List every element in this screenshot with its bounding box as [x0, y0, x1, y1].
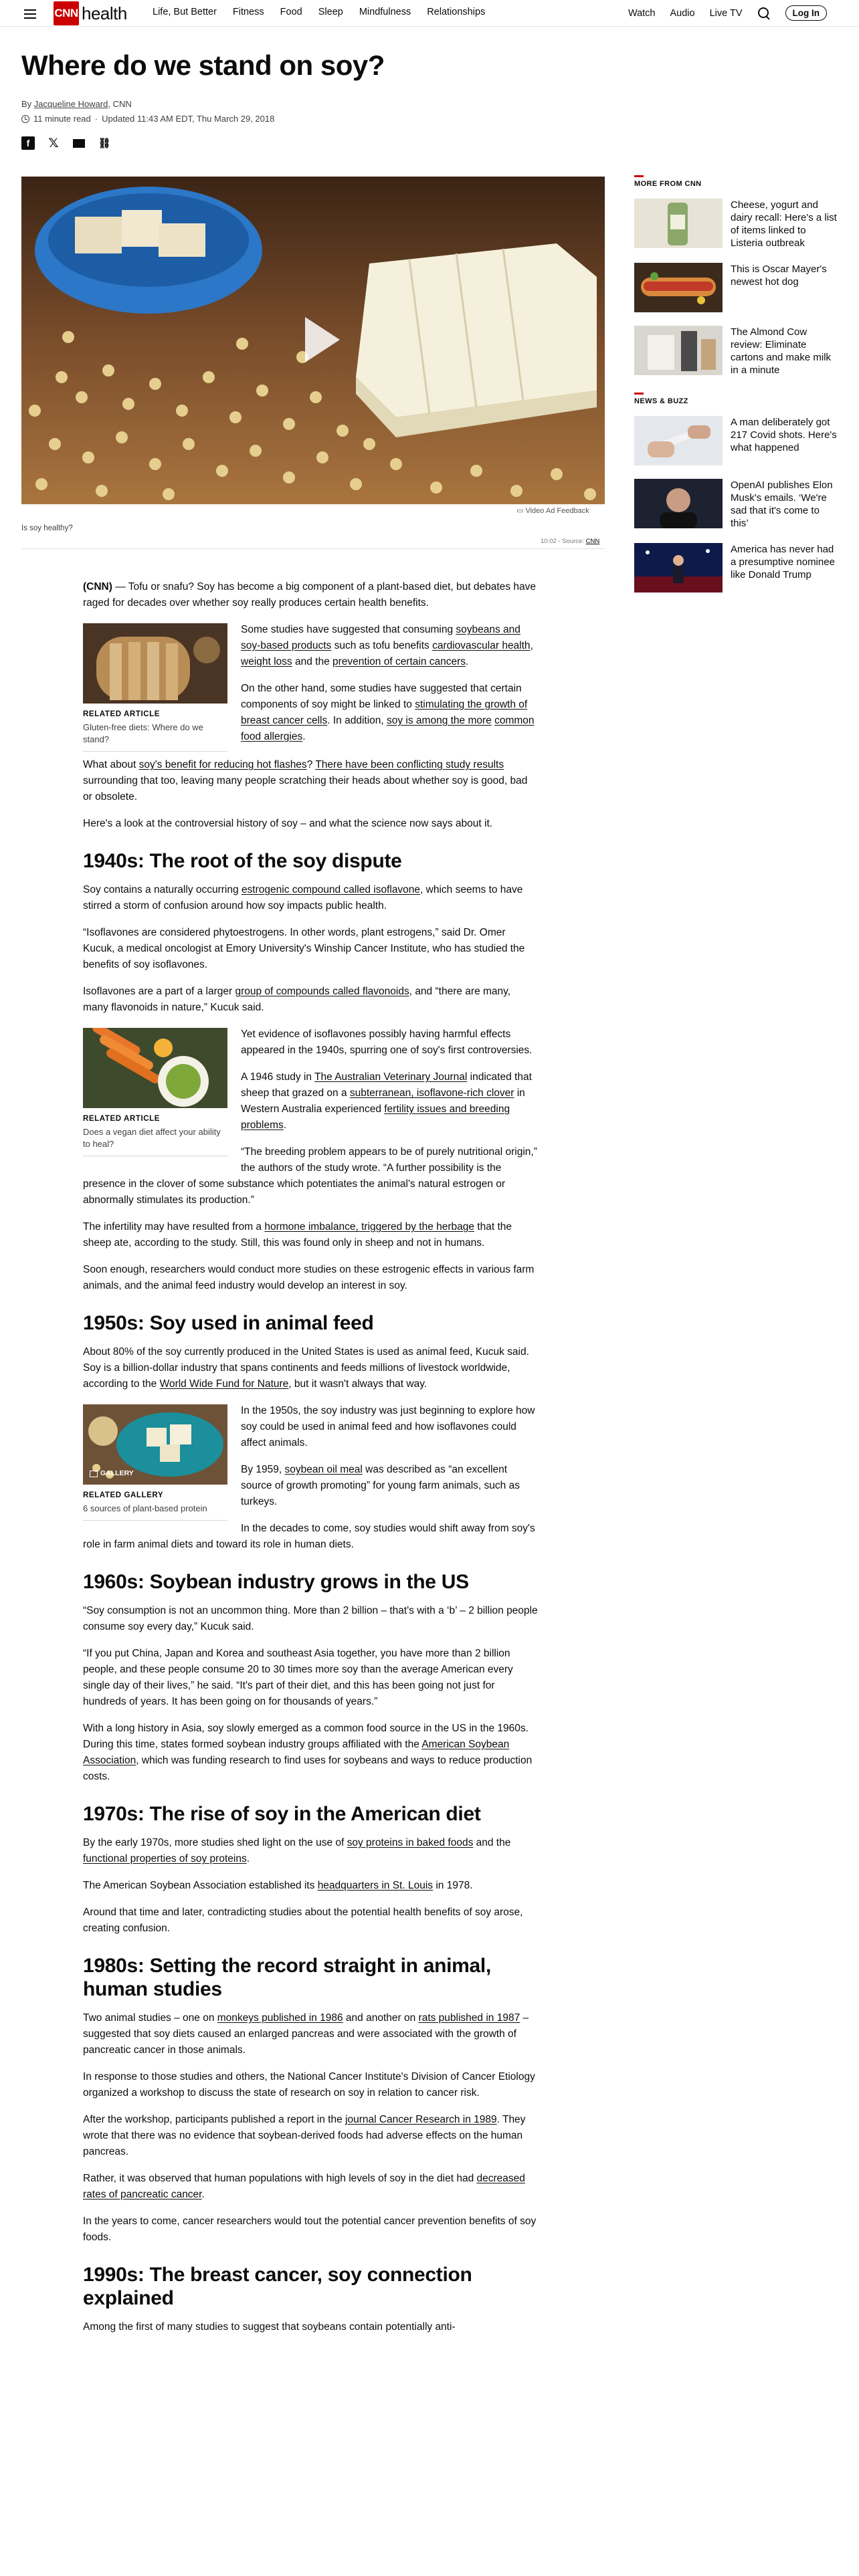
rail-accent	[634, 393, 644, 395]
updated-timestamp: Updated 11:43 AM EDT, Thu March 29, 2018	[102, 114, 275, 124]
paragraph-text: and the	[473, 1837, 511, 1848]
watch-link[interactable]: Watch	[628, 7, 656, 19]
inline-link[interactable]: monkeys published in 1986	[217, 2012, 343, 2024]
paragraph-text: and another on	[343, 2012, 419, 2024]
inline-link[interactable]: prevention of certain cancers	[332, 656, 466, 667]
rail-item-image[interactable]	[634, 543, 723, 593]
related-article-card[interactable]	[83, 1028, 227, 1156]
header-actions	[628, 5, 827, 21]
paragraph	[83, 1878, 538, 1894]
paragraph-text: With a long history in Asia, soy slowly emerged as a common food source in the US in the 1960s. During this time, states formed soybean industry groups affiliated with the	[83, 1723, 529, 1750]
inline-link[interactable]: soy is among the more	[387, 715, 492, 726]
inline-link[interactable]: estrogenic compound called isoflavone	[241, 884, 421, 895]
related-block	[83, 622, 538, 757]
video-source-prefix: - Source:	[556, 538, 586, 545]
paragraph: “If you put China, Japan and Korea and southeast Asia together, you have more than 2 billion people, and these people consume 20 to 30 times more soy than the average American every single day of their lives,” he said. “It's part of their diet, and this has been going not just for hundreds of years. It has been going on for thousands of years.”	[83, 1648, 513, 1707]
inline-link[interactable]: common food allergies	[241, 715, 535, 742]
paragraph: In the decades to come, soy studies would shift away from soy's role in farm animal diets and toward its role in human diets.	[83, 1523, 535, 1550]
inline-link[interactable]: soy proteins in baked foods	[347, 1837, 474, 1848]
video-caption: Is soy healthy?	[21, 524, 73, 532]
paragraph: “The breeding problem appears to be of purely nutritional origin,” the authors of the study wrote. “A further possibility is the presence in the clover of some substance which potentiates the animal's natural estrogen or abnormally stimulates its production.”	[83, 1146, 537, 1206]
rail-item[interactable]	[634, 199, 838, 249]
video-player[interactable]	[21, 177, 605, 504]
paragraph-text: Two animal studies – one on	[83, 2012, 217, 2024]
inline-link[interactable]: weight loss	[241, 656, 292, 667]
paragraph-text: ?	[306, 759, 316, 770]
paragraph: “Soy consumption is not an uncommon thing. More than 2 billion – that's with a ‘b’ – 2 billion people consume soy every day,” Kucuk said.	[83, 1605, 538, 1632]
inline-link[interactable]: fertility issues and breeding problems	[241, 1103, 510, 1131]
inline-link[interactable]: American Soybean Association	[83, 1739, 510, 1766]
share-bar	[21, 136, 111, 150]
rail-accent	[634, 175, 644, 177]
paragraph-text: On the other hand, some studies have suggested that certain components of soy might be linked to	[241, 683, 522, 710]
paragraph-text: . In addition,	[327, 715, 387, 726]
paragraph-text: About 80% of the soy currently produced in the United States is used as animal feed, Kucuk said. Soy is a billion-dollar industry that spans continents and feeds millions of livestock worldwide, according to the	[83, 1346, 529, 1390]
paragraph-text: .	[201, 2189, 205, 2200]
inline-link[interactable]: decreased rates of pancreatic cancer	[83, 2173, 525, 2200]
nav-item-food[interactable]: Food	[280, 7, 302, 17]
paragraph: In the 1950s, the soy industry was just beginning to explore how soy could be used in animal feed and how isoflavones could affect animals.	[241, 1405, 535, 1448]
live-tv-link[interactable]: Live TV	[709, 7, 743, 19]
paragraph-text: indicated that sheep that grazed on a	[241, 1071, 532, 1099]
paragraph	[83, 2112, 538, 2160]
paragraph-text: surrounding that too, leaving many people scratching their heads about whether soy is good, bad or obsolete.	[83, 775, 528, 802]
paragraph-text: , and “there are many, many flavonoids in nature,” Kucuk said.	[83, 986, 511, 1013]
rail-item[interactable]	[634, 416, 838, 465]
nav-item-mindfulness[interactable]: Mindfulness	[359, 7, 411, 17]
paragraph-text: .	[466, 656, 469, 667]
rail-item[interactable]	[634, 543, 838, 593]
gallery-tag-label: GALLERY	[100, 1469, 134, 1477]
paragraph-text: Some studies have suggested that consuming	[241, 624, 456, 635]
rail-item[interactable]	[634, 479, 838, 530]
related-article-card[interactable]	[83, 623, 227, 752]
paragraph-text: .	[246, 1853, 250, 1864]
paragraph-text: , which was funding research to find uses for soybeans and ways to reduce production costs.	[83, 1755, 533, 1782]
paragraph-text: A 1946 study in	[241, 1071, 315, 1083]
link-icon[interactable]: ⛓	[98, 137, 111, 149]
paragraph-text: .	[283, 1119, 287, 1131]
paragraph-text: .	[302, 731, 306, 742]
paragraph-text: ,	[530, 640, 533, 651]
inline-link[interactable]: headquarters in St. Louis	[317, 1880, 434, 1891]
divider	[21, 548, 605, 549]
paragraph-text: in Western Australia experienced	[241, 1087, 525, 1115]
rail-item-image[interactable]	[634, 263, 723, 312]
paragraph-text: Soy contains a naturally occurring	[83, 884, 242, 895]
paragraph-text: that the sheep ate, according to the study. Still, this was found only in sheep and not in humans.	[83, 1221, 512, 1249]
inline-link[interactable]: rats published in 1987	[418, 2012, 520, 2024]
section-name[interactable]: health	[82, 3, 127, 23]
inline-link[interactable]: stimulating the growth of breast cancer cells	[241, 699, 528, 726]
rail-item-image[interactable]	[634, 199, 723, 248]
video-duration: 10:02	[541, 538, 557, 545]
nav-item-fitness[interactable]: Fitness	[232, 7, 264, 17]
inline-link[interactable]: cardiovascular health	[432, 640, 531, 651]
page-title: Where do we stand on soy?	[21, 49, 385, 81]
rail-item-title[interactable]: Cheese, yogurt and dairy recall: Here's a list of items linked to Listeria outbreak	[731, 199, 837, 249]
section-nav	[153, 7, 485, 17]
nav-item-relationships[interactable]: Relationships	[427, 7, 486, 17]
cnn-logo[interactable]: CNN	[54, 1, 79, 25]
paragraph-text: in 1978.	[433, 1880, 473, 1891]
play-icon[interactable]	[305, 317, 340, 362]
inline-link[interactable]: soybean oil meal	[284, 1464, 363, 1475]
rail-item-title[interactable]: OpenAI publishes Elon Musk's emails. ‘We're sad that it's come to this’	[731, 479, 833, 529]
audio-link[interactable]: Audio	[670, 7, 695, 19]
paragraph-text: – suggested that soy diets caused an enlarged pancreas and were associated with the growth of pancreatic cancer in those animals.	[83, 2012, 529, 2056]
gallery-tag	[90, 1468, 134, 1479]
related-title[interactable]: Does a vegan diet affect your ability to heal?	[83, 1126, 227, 1156]
paragraph-text: Rather, it was observed that human populations with high levels of soy in the diet had	[83, 2173, 477, 2184]
rail-item-title[interactable]: America has never had a presumptive nominee like Donald Trump	[731, 544, 835, 580]
related-title[interactable]: 6 sources of plant-based protein	[83, 1503, 227, 1521]
paragraph	[83, 579, 538, 611]
paragraph	[83, 882, 538, 914]
paragraph: “Isoflavones are considered phytoestrogens. In other words, plant estrogens,” said Dr. Omer Kucuk, a medical oncologist at Emory University's Winship Cancer Institute, who has studied the benefits of soy isoflavones.	[83, 927, 525, 970]
rail-item-image[interactable]	[634, 326, 723, 375]
paragraph-text: , which seems to have stirred a storm of confusion around how soy impacts public health.	[83, 884, 523, 911]
section-heading-1960s: 1960s: Soybean industry grows in the US	[83, 1571, 469, 1593]
inline-link[interactable]: group of compounds called flavonoids	[235, 986, 409, 997]
section-heading-1980s: 1980s: Setting the record straight in animal, human studies	[83, 1955, 491, 2000]
paragraph-text: was described as “an excellent source of growth promoting” for young farm animals, such as turkeys.	[241, 1464, 520, 1507]
paragraph	[83, 2171, 538, 2203]
paragraph	[83, 2010, 538, 2058]
article-meta	[21, 114, 274, 124]
rail-item-title[interactable]: The Almond Cow review: Eliminate cartons and make milk in a minute	[731, 326, 832, 376]
author-link[interactable]: Jacqueline Howard	[33, 99, 108, 109]
paragraph-text: What about	[83, 759, 139, 770]
rail-item[interactable]	[634, 263, 838, 312]
video-source-link[interactable]: CNN	[585, 538, 600, 545]
paragraph: Yet evidence of isoflavones possibly having harmful effects appeared in the 1940s, spurring one of soy's first controversies.	[241, 1029, 533, 1056]
right-rail	[634, 175, 838, 606]
paragraph-text: and the	[292, 656, 333, 667]
paragraph: Around that time and later, contradicting studies about the potential health benefits of soy arose, creating confusion.	[83, 1907, 523, 1934]
paragraph: Here's a look at the controversial history of soy – and what the science now says about it.	[83, 818, 493, 829]
paragraph: In response to those studies and others, the National Cancer Institute's Division of Cancer Etiology organized a workshop to discuss the state of research on soy in relation to cancer risk.	[83, 2071, 535, 2099]
news-and-buzz-title: NEWS & BUZZ	[634, 397, 688, 405]
paragraph-text: — Tofu or snafu? Soy has become a big component of a plant-based diet, but debates have raged for decades over whether soy really produces certain health benefits.	[83, 581, 536, 609]
inline-link[interactable]: The Australian Veterinary Journal	[314, 1071, 468, 1083]
nav-item-sleep[interactable]: Sleep	[318, 7, 343, 17]
menu-icon[interactable]	[24, 7, 36, 20]
paragraph-text: , but it wasn't always that way.	[288, 1378, 427, 1390]
rail-item-image[interactable]	[634, 416, 723, 465]
facebook-icon[interactable]: f	[21, 136, 35, 150]
section-heading-1950s: 1950s: Soy used in animal feed	[83, 1312, 374, 1334]
related-title[interactable]: Gluten-free diets: Where do we stand?	[83, 722, 227, 752]
video-source	[541, 538, 599, 545]
inline-link[interactable]: journal Cancer Research in 1989	[345, 2114, 497, 2125]
inline-link[interactable]: hormone imbalance, triggered by the herbage	[264, 1221, 474, 1232]
section-heading-1970s: 1970s: The rise of soy in the American diet	[83, 1803, 481, 1825]
byline-prefix: By	[21, 99, 34, 109]
inline-link[interactable]: World Wide Fund for Nature	[159, 1378, 289, 1390]
inline-link[interactable]: subterranean, isoflavone-rich clover	[349, 1087, 514, 1099]
paragraph	[83, 1344, 538, 1392]
related-gallery-image[interactable]	[83, 1404, 227, 1485]
login-button[interactable]: Log In	[785, 5, 828, 21]
related-label: RELATED ARTICLE	[83, 710, 161, 718]
video-ad-feedback-label[interactable]: Video Ad Feedback	[525, 507, 589, 515]
x-icon[interactable]: 𝕏	[48, 136, 59, 150]
inline-link[interactable]: soy's benefit for reducing hot flashes	[138, 759, 307, 770]
cnn-health-logo[interactable]	[54, 1, 127, 25]
paragraph: Soon enough, researchers would conduct more studies on these estrogenic effects in various farm animals, and the animal feed industry would develop an interest in soy.	[83, 1264, 535, 1291]
paragraph	[83, 1721, 538, 1785]
inline-link[interactable]: soybeans and soy-based products	[241, 624, 520, 651]
related-label: RELATED ARTICLE	[83, 1115, 161, 1123]
byline-outlet: , CNN	[108, 99, 132, 109]
inline-link[interactable]: functional properties of soy proteins	[83, 1853, 247, 1864]
related-label: RELATED GALLERY	[83, 1491, 164, 1499]
dateline: (CNN)	[83, 581, 112, 593]
paragraph: Among the first of many studies to suggest that soybeans contain potentially anti-	[83, 2321, 456, 2333]
nav-item-life-but-better[interactable]: Life, But Better	[153, 7, 217, 17]
email-icon[interactable]	[72, 136, 86, 150]
related-article-image[interactable]	[83, 1028, 227, 1108]
rail-item[interactable]	[634, 326, 838, 377]
paragraph-text: By 1959,	[241, 1464, 285, 1475]
related-gallery-card[interactable]	[83, 1404, 227, 1521]
clock-icon	[21, 115, 29, 123]
read-time: 11 minute read	[33, 114, 91, 124]
paragraph-text: such as tofu benefits	[331, 640, 433, 651]
paragraph	[83, 1219, 538, 1251]
feedback-icon: ▭	[516, 507, 524, 515]
rail-item-image[interactable]	[634, 479, 723, 528]
rail-item-title[interactable]: This is Oscar Mayer's newest hot dog	[731, 263, 827, 288]
related-article-image[interactable]	[83, 623, 227, 704]
search-icon[interactable]	[757, 7, 771, 20]
paragraph-text: Isoflavones are a part of a larger	[83, 986, 235, 997]
byline	[21, 99, 132, 109]
paragraph-text: . They wrote that there was no evidence that soybean-derived foods had adverse effects on the human pancreas.	[83, 2114, 526, 2157]
meta-separator: ·	[94, 114, 98, 124]
news-and-buzz-section	[634, 393, 838, 593]
paragraph-text: By the early 1970s, more studies shed light on the use of	[83, 1837, 347, 1848]
gallery-icon	[90, 1471, 98, 1477]
article-body	[83, 579, 538, 2346]
top-nav-bar	[0, 0, 859, 27]
paragraph: In the years to come, cancer researchers would tout the potential cancer prevention benefits of soy foods.	[83, 2216, 537, 2243]
more-from-cnn-title: MORE FROM CNN	[634, 180, 702, 188]
paragraph	[83, 757, 538, 805]
inline-link[interactable]: There have been conflicting study results	[315, 759, 504, 770]
section-heading-1940s: 1940s: The root of the soy dispute	[83, 850, 402, 872]
rail-item-title[interactable]: A man deliberately got 217 Covid shots. Here's what happened	[731, 417, 837, 453]
paragraph-text: After the workshop, participants published a report in the	[83, 2114, 346, 2125]
paragraph-text: The American Soybean Association established its	[83, 1880, 318, 1891]
section-heading-1990s: 1990s: The breast cancer, soy connection explained	[83, 2264, 472, 2309]
paragraph	[83, 1835, 538, 1867]
video-ad-feedback[interactable]	[516, 506, 589, 515]
paragraph	[83, 984, 538, 1016]
paragraph-text: The infertility may have resulted from a	[83, 1221, 265, 1232]
